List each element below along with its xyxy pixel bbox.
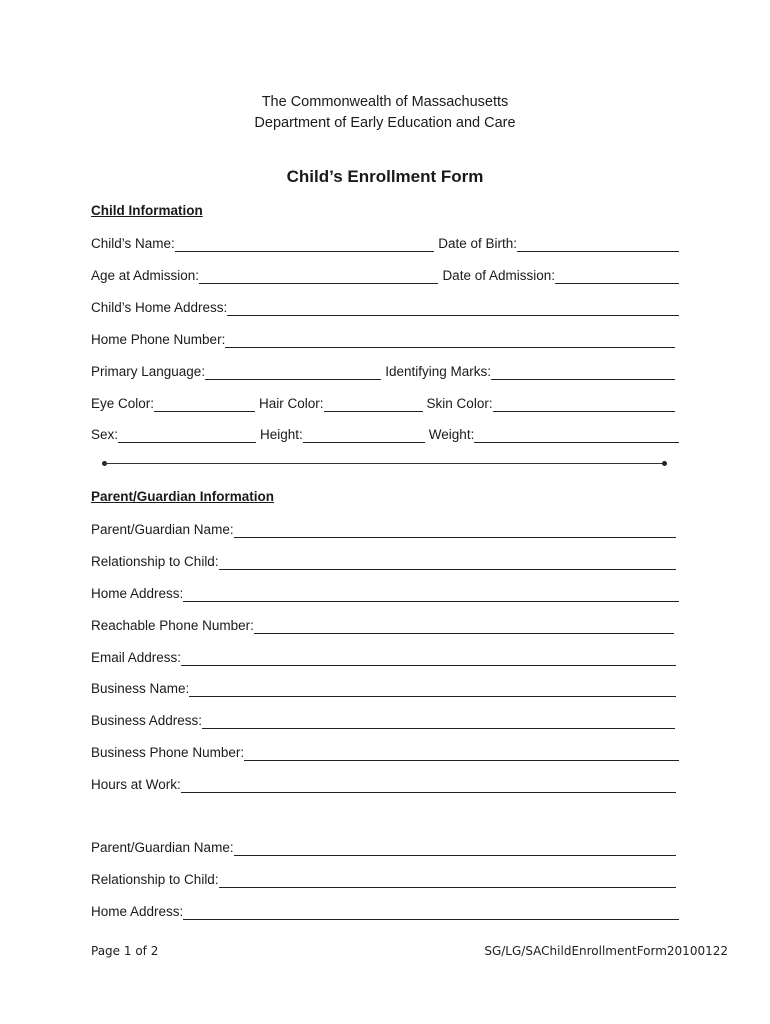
childs-name-label: Child’s Name: xyxy=(91,236,175,251)
guardian2-name-field[interactable] xyxy=(234,841,676,856)
guardian2-relationship-label: Relationship to Child: xyxy=(91,872,219,887)
email-label: Email Address: xyxy=(91,650,182,665)
row-guardian-name xyxy=(91,520,676,538)
row-business-name xyxy=(91,679,676,697)
childs-home-address-label: Child’s Home Address: xyxy=(91,300,228,315)
row-language-marks xyxy=(91,362,675,380)
guardian2-home-address-label: Home Address: xyxy=(91,904,184,919)
guardian-name-label: Parent/Guardian Name: xyxy=(91,522,234,537)
row-guardian2-relationship xyxy=(91,870,676,888)
row-guardian2-home-address xyxy=(91,902,679,920)
row-business-phone xyxy=(91,743,679,761)
row-relationship xyxy=(91,552,676,570)
row-reachable-phone xyxy=(91,616,674,634)
form-code: SG/LG/SAChildEnrollmentForm20100122 xyxy=(484,944,728,958)
guardian2-relationship-field[interactable] xyxy=(219,873,676,888)
parent-info-heading: Parent/Guardian Information xyxy=(91,489,275,504)
skin-color-field[interactable] xyxy=(493,397,675,412)
sex-label: Sex: xyxy=(91,427,119,442)
eye-color-label: Eye Color: xyxy=(91,396,155,411)
relationship-field[interactable] xyxy=(219,555,676,570)
age-at-admission-label: Age at Admission: xyxy=(91,268,200,283)
reachable-phone-label: Reachable Phone Number: xyxy=(91,618,254,633)
date-of-birth-label: Date of Birth: xyxy=(438,236,517,251)
row-childs-home-address xyxy=(91,298,679,316)
guardian2-home-address-field[interactable] xyxy=(183,905,679,920)
business-address-field[interactable] xyxy=(202,714,675,729)
header-commonwealth: The Commonwealth of Massachusetts xyxy=(261,94,509,110)
reachable-phone-field[interactable] xyxy=(254,619,674,634)
business-name-label: Business Name: xyxy=(91,681,190,696)
weight-field[interactable] xyxy=(474,428,679,443)
row-hours-at-work xyxy=(91,775,676,793)
height-field[interactable] xyxy=(303,428,425,443)
hours-at-work-label: Hours at Work: xyxy=(91,777,181,792)
height-label: Height: xyxy=(260,427,303,442)
business-phone-label: Business Phone Number: xyxy=(91,745,245,760)
childs-name-field[interactable] xyxy=(175,237,434,252)
row-email xyxy=(91,648,676,666)
section-divider xyxy=(104,463,664,464)
header-department: Department of Early Education and Care xyxy=(254,115,516,131)
weight-label: Weight: xyxy=(428,427,475,442)
age-at-admission-field[interactable] xyxy=(199,269,438,284)
row-colors xyxy=(91,394,675,412)
email-field[interactable] xyxy=(181,651,676,666)
row-sex-height-weight xyxy=(91,425,679,443)
guardian2-name-label: Parent/Guardian Name: xyxy=(91,840,234,855)
guardian-name-field[interactable] xyxy=(234,523,676,538)
business-phone-field[interactable] xyxy=(244,746,679,761)
row-age-admission xyxy=(91,266,679,284)
guardian-home-address-field[interactable] xyxy=(183,587,679,602)
skin-color-label: Skin Color: xyxy=(426,396,493,411)
guardian-home-address-label: Home Address: xyxy=(91,586,184,601)
business-address-label: Business Address: xyxy=(91,713,203,728)
row-business-address xyxy=(91,711,675,729)
hours-at-work-field[interactable] xyxy=(181,778,676,793)
home-phone-label: Home Phone Number: xyxy=(91,332,226,347)
business-name-field[interactable] xyxy=(189,682,676,697)
hair-color-field[interactable] xyxy=(324,397,423,412)
form-title: Child’s Enrollment Form xyxy=(286,167,484,186)
date-of-admission-field[interactable] xyxy=(555,269,679,284)
primary-language-label: Primary Language: xyxy=(91,364,206,379)
divider-right-dot xyxy=(662,461,667,466)
sex-field[interactable] xyxy=(118,428,256,443)
date-of-birth-field[interactable] xyxy=(517,237,679,252)
row-guardian2-name xyxy=(91,838,676,856)
row-childs-name xyxy=(91,234,679,252)
identifying-marks-field[interactable] xyxy=(491,365,675,380)
row-home-phone xyxy=(91,330,675,348)
home-phone-field[interactable] xyxy=(225,333,675,348)
row-guardian-home-address xyxy=(91,584,679,602)
childs-home-address-field[interactable] xyxy=(227,301,679,316)
date-of-admission-label: Date of Admission: xyxy=(442,268,555,283)
relationship-label: Relationship to Child: xyxy=(91,554,219,569)
primary-language-field[interactable] xyxy=(205,365,381,380)
identifying-marks-label: Identifying Marks: xyxy=(385,364,491,379)
eye-color-field[interactable] xyxy=(154,397,255,412)
child-info-heading: Child Information xyxy=(91,203,203,218)
hair-color-label: Hair Color: xyxy=(259,396,324,411)
page-number: Page 1 of 2 xyxy=(91,944,159,958)
